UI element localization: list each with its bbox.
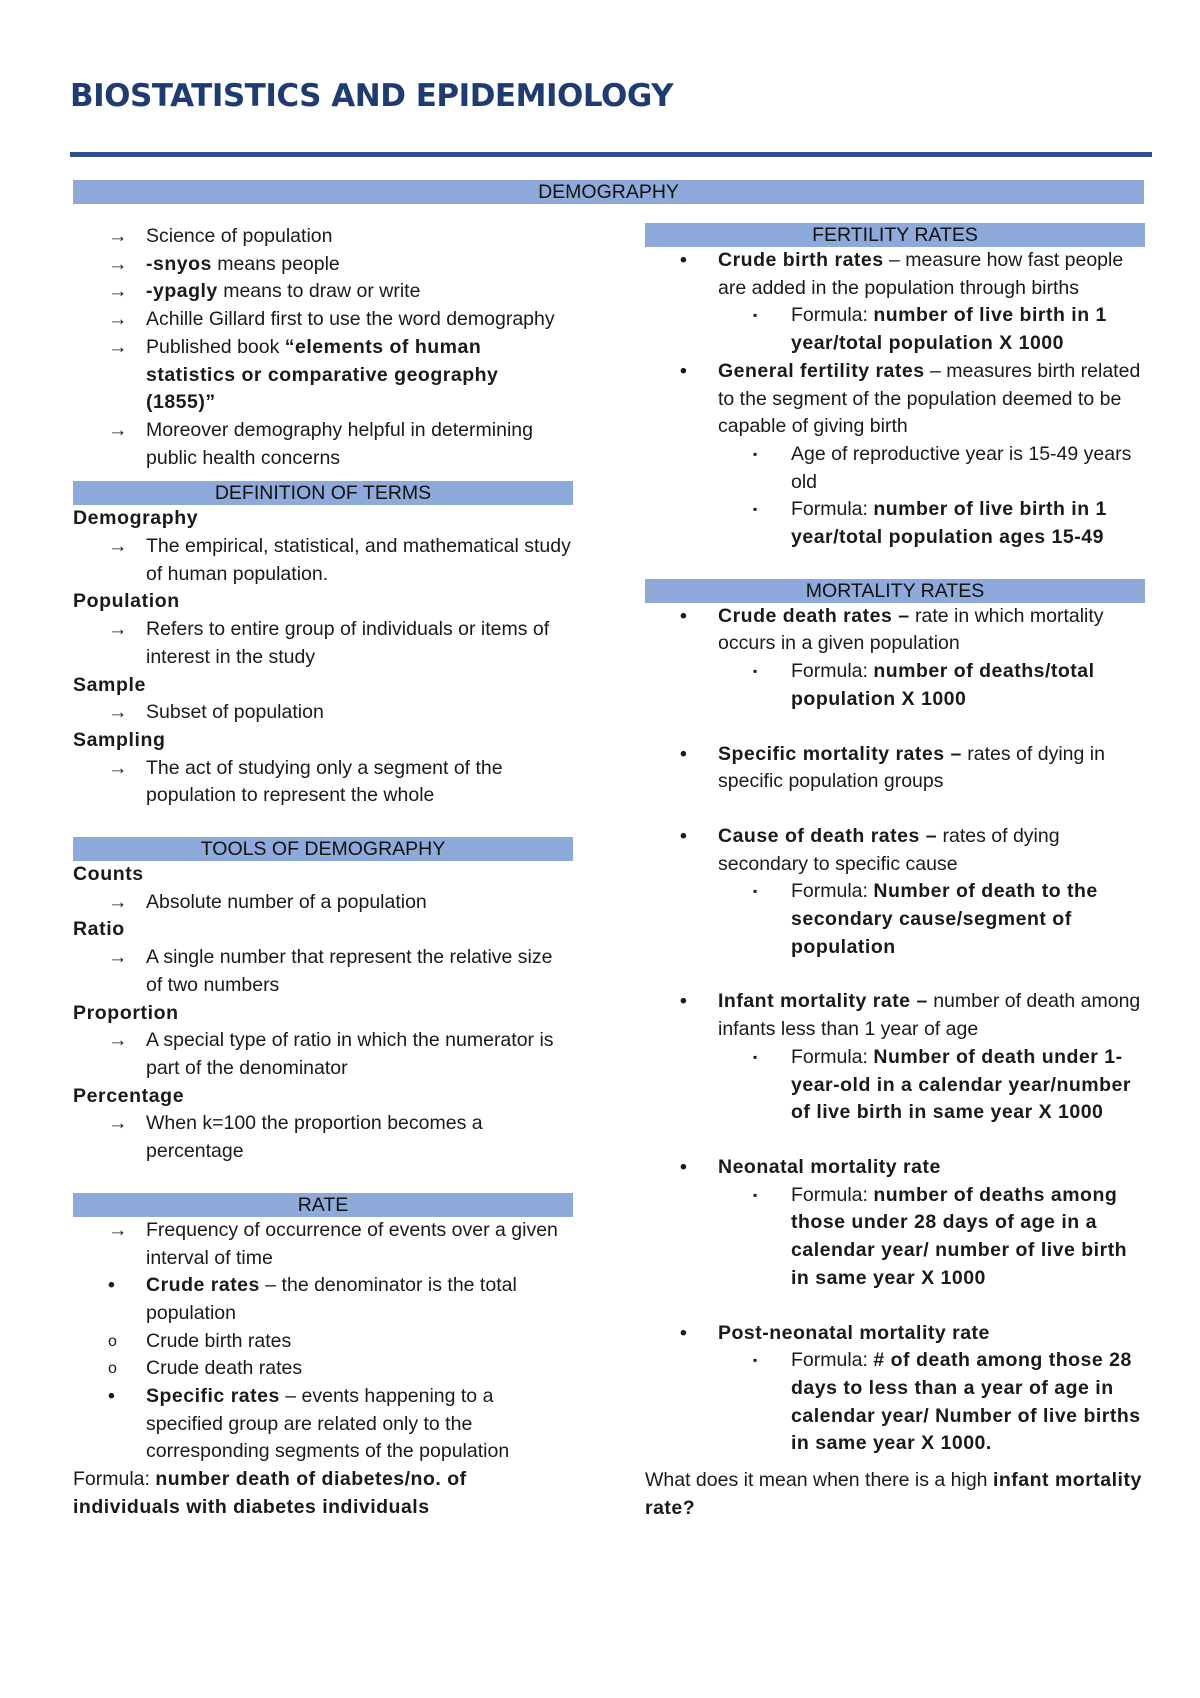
term-heading: Demography bbox=[73, 507, 199, 530]
arrow-icon: → bbox=[108, 252, 128, 275]
list-item: • Post-neonatal mortality rate ▪ Formula: # of death among those 28 days to less than a year of age in calendar year/ Number of live births in same year X 1000. bbox=[680, 1320, 1145, 1459]
arrow-icon: → bbox=[108, 280, 128, 303]
list-item: ▪ Formula: number of deaths among those under 28 days of age in a calendar year/ number of live birth in same year X 1000 bbox=[753, 1183, 1128, 1289]
list-item: → Refers to entire group of individuals or items of interest in the study bbox=[108, 618, 550, 668]
list-item: → Published book “elements of human statistics or comparative geography (1855)” bbox=[108, 335, 499, 414]
list-item: ▪ Formula: number of deaths/total population X 1000 bbox=[753, 660, 1095, 710]
list-item: → Absolute number of a population bbox=[108, 889, 573, 917]
square-bullet-icon: ▪ bbox=[753, 502, 758, 517]
list-item: → A single number that represent the relative size of two numbers bbox=[108, 946, 553, 996]
question-text: What does it mean when there is a high infant mortality rate? bbox=[645, 1469, 1142, 1519]
square-bullet-icon: ▪ bbox=[753, 664, 758, 679]
bullet-icon: • bbox=[680, 1321, 687, 1344]
square-bullet-icon: ▪ bbox=[753, 1187, 758, 1202]
list-item: ▪ Formula: number of live birth in 1 year/total population X 1000 bbox=[753, 304, 1107, 355]
fertility-list bbox=[645, 247, 1145, 552]
list-item: • Cause of death rates – rates of dying secondary to specific cause ▪ Formula: Number of death to the secondary cause/segment of population bbox=[680, 823, 1145, 962]
term-heading: Counts bbox=[73, 863, 144, 886]
bullet-icon: • bbox=[680, 249, 687, 271]
arrow-icon: → bbox=[108, 756, 128, 779]
bullet-icon: • bbox=[108, 1385, 115, 1408]
arrow-icon: → bbox=[108, 418, 128, 441]
arrow-icon: → bbox=[108, 618, 128, 641]
square-bullet-icon: ▪ bbox=[753, 308, 758, 323]
list-item: ▪ Age of reproductive year is 15-49 years old bbox=[753, 442, 1132, 493]
list-item: → The act of studying only a segment of the population to represent the whole bbox=[108, 756, 503, 807]
bullet-icon: • bbox=[680, 990, 687, 1013]
term-heading: Sample bbox=[73, 673, 146, 696]
rate-section bbox=[73, 1217, 573, 1522]
mortality-rates-heading: MORTALITY RATES bbox=[645, 579, 1145, 603]
list-item: → Subset of population bbox=[108, 699, 573, 727]
list-item: → -ypagly means to draw or write bbox=[108, 278, 573, 306]
list-item: • Crude rates – the denominator is the total population bbox=[108, 1274, 517, 1324]
term-heading: Ratio bbox=[73, 918, 125, 941]
list-item: • General fertility rates – measures birth related to the segment of the population deemed to be capable of giving birth ▪ Age of reproductive year is 15-49 years old ▪ Formula: number of live birth in 1 year/total population ages 15-49 bbox=[680, 358, 1145, 552]
arrow-icon: → bbox=[108, 308, 128, 331]
bullet-icon: • bbox=[680, 1155, 687, 1178]
list-item: • Specific mortality rates – rates of dying in specific population groups bbox=[680, 742, 1105, 793]
left-column bbox=[73, 223, 573, 1522]
arrow-icon: → bbox=[108, 1029, 128, 1052]
list-item: → Science of population bbox=[108, 223, 573, 251]
bullet-icon: • bbox=[108, 1274, 115, 1297]
definitions-section bbox=[73, 505, 573, 810]
square-bullet-icon: ▪ bbox=[753, 446, 758, 461]
list-item: o Crude birth rates bbox=[108, 1328, 573, 1356]
list-item: ▪ Formula: number of live birth in 1 year/total population ages 15-49 bbox=[753, 498, 1107, 549]
list-item: → Achille Gillard first to use the word demography bbox=[108, 306, 573, 334]
arrow-icon: → bbox=[108, 890, 128, 913]
square-bullet-icon: ▪ bbox=[753, 1049, 758, 1064]
demography-list bbox=[73, 223, 573, 472]
list-item: ▪ Formula: Number of death under 1-year-old in a calendar year/number of live birth in same year X 1000 bbox=[753, 1045, 1131, 1124]
arrow-icon: → bbox=[108, 225, 128, 247]
list-item: → -snyos means people bbox=[108, 251, 573, 279]
list-item: • Infant mortality rate – number of death among infants less than 1 year of age ▪ Formula: Number of death under 1-year-old in a calendar year/number of live birth in same year X 1000 bbox=[680, 988, 1145, 1127]
arrow-icon: → bbox=[108, 335, 128, 358]
term-heading: Proportion bbox=[73, 1001, 179, 1024]
circle-bullet-icon: o bbox=[108, 1360, 117, 1378]
mortality-list bbox=[645, 603, 1145, 714]
rate-heading: RATE bbox=[73, 1193, 573, 1217]
arrow-icon: → bbox=[108, 946, 128, 969]
list-item: ▪ Formula: # of death among those 28 days to less than a year of age in calendar year/ Number of live births in same year X 1000. bbox=[753, 1349, 1141, 1455]
bullet-icon: • bbox=[680, 742, 687, 765]
arrow-icon: → bbox=[108, 535, 128, 558]
tools-section bbox=[73, 861, 573, 1166]
tools-of-demography-heading: TOOLS OF DEMOGRAPHY bbox=[73, 837, 573, 861]
fertility-rates-heading: FERTILITY RATES bbox=[645, 223, 1145, 247]
list-item: • Crude death rates – rate in which mortality occurs in a given population ▪ Formula: number of deaths/total population X 1000 bbox=[680, 603, 1145, 714]
term-heading: Population bbox=[73, 590, 180, 613]
square-bullet-icon: ▪ bbox=[753, 884, 758, 899]
definition-of-terms-heading: DEFINITION OF TERMS bbox=[73, 481, 573, 505]
page-title: BIOSTATISTICS AND EPIDEMIOLOGY bbox=[70, 78, 674, 114]
list-item: → Moreover demography helpful in determining public health concerns bbox=[108, 418, 533, 469]
rate-formula: Formula: number death of diabetes/no. of individuals with diabetes individuals bbox=[73, 1468, 467, 1518]
title-rule bbox=[70, 152, 1152, 157]
bullet-icon: • bbox=[680, 359, 687, 382]
square-bullet-icon: ▪ bbox=[753, 1353, 758, 1368]
arrow-icon: → bbox=[108, 1218, 128, 1241]
arrow-icon: → bbox=[108, 701, 128, 724]
term-heading: Sampling bbox=[73, 728, 166, 751]
right-column bbox=[645, 223, 1145, 1522]
arrow-icon: → bbox=[108, 1112, 128, 1135]
list-item: • Neonatal mortality rate ▪ Formula: number of deaths among those under 28 days of age in a calendar year/ number of live birth in same year X 1000 bbox=[680, 1154, 1145, 1293]
circle-bullet-icon: o bbox=[108, 1332, 117, 1350]
list-item: → Frequency of occurrence of events over a given interval of time bbox=[108, 1218, 558, 1269]
list-item: → When k=100 the proportion becomes a percentage bbox=[108, 1112, 483, 1163]
list-item: • Crude birth rates – measure how fast people are added in the population through births ▪ Formula: number of live birth in 1 year/total population X 1000 bbox=[680, 247, 1145, 358]
term-heading: Percentage bbox=[73, 1084, 185, 1107]
list-item: → A special type of ratio in which the numerator is part of the denominator bbox=[108, 1029, 554, 1079]
list-item: o Crude death rates bbox=[108, 1355, 573, 1383]
list-item: • Specific rates – events happening to a specified group are related only to the corresponding segments of the population bbox=[108, 1385, 510, 1463]
bullet-icon: • bbox=[680, 824, 687, 847]
list-item: ▪ Formula: Number of death to the secondary cause/segment of population bbox=[753, 880, 1098, 958]
list-item: → The empirical, statistical, and mathematical study of human population. bbox=[108, 535, 571, 585]
demography-heading: DEMOGRAPHY bbox=[73, 180, 1144, 204]
bullet-icon: • bbox=[680, 604, 687, 627]
